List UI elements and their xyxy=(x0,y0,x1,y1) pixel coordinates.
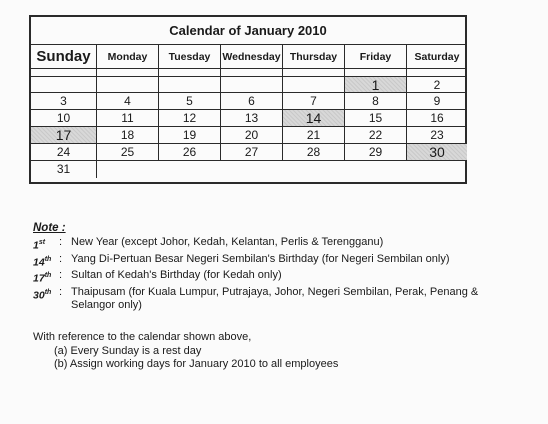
spacer-cell xyxy=(345,69,407,77)
calendar-day-cell: 6 xyxy=(221,93,283,110)
calendar-day-cell: 31 xyxy=(31,161,97,178)
instructions-intro: With reference to the calendar shown above, xyxy=(33,331,252,343)
note-day-suffix: th xyxy=(44,255,52,263)
calendar-empty-cell xyxy=(221,77,283,93)
calendar-day-cell: 9 xyxy=(407,93,467,110)
note-day-number: 17 xyxy=(33,272,45,285)
calendar-empty-cell xyxy=(283,77,345,93)
calendar-table xyxy=(29,15,467,184)
weekday-header: Saturday xyxy=(407,45,467,69)
calendar-empty-cell xyxy=(97,77,159,93)
weekday-header: Friday xyxy=(345,45,407,69)
calendar-day-cell: 28 xyxy=(283,144,345,161)
calendar-day-cell: 4 xyxy=(97,93,159,110)
note-day-number: 1 xyxy=(33,239,39,252)
note-heading: Note : xyxy=(33,222,66,234)
calendar-day-cell: 7 xyxy=(283,93,345,110)
calendar-day-cell: 23 xyxy=(407,127,467,144)
note-text: Thaipusam (for Kuala Lumpur, Putrajaya, Johor, Negeri Sembilan, Perak, Penang & Selangor only) xyxy=(71,285,479,311)
note-item xyxy=(33,253,503,270)
note-day xyxy=(33,269,59,286)
calendar-empty-cell xyxy=(159,161,221,178)
note-text: Sultan of Kedah's Birthday (for Kedah only) xyxy=(71,269,282,281)
note-item xyxy=(33,236,503,253)
note-colon: : xyxy=(59,285,63,298)
calendar-day-cell: 24 xyxy=(31,144,97,161)
calendar-day-cell: 22 xyxy=(345,127,407,144)
note-colon: : xyxy=(59,252,63,265)
calendar-empty-cell xyxy=(283,161,345,178)
note-day-suffix: th xyxy=(44,288,52,296)
calendar-day-cell: 26 xyxy=(159,144,221,161)
spacer-cell xyxy=(159,69,221,77)
calendar-title: Calendar of January 2010 xyxy=(31,17,465,45)
calendar-day-cell: 10 xyxy=(31,110,97,127)
instruction-item: (b) Assign working days for January 2010 to all employees xyxy=(54,358,339,370)
calendar-day-cell: 25 xyxy=(97,144,159,161)
spacer-cell xyxy=(407,69,467,77)
calendar-day-cell: 15 xyxy=(345,110,407,127)
note-text: New Year (except Johor, Kedah, Kelantan, Perlis & Terengganu) xyxy=(71,236,384,248)
note-day-number: 14 xyxy=(33,256,45,268)
calendar-day-cell: 11 xyxy=(97,110,159,127)
calendar-day-cell: 12 xyxy=(159,110,221,127)
weekday-header: Tuesday xyxy=(159,45,221,69)
note-section xyxy=(33,222,503,312)
calendar-day-cell: 5 xyxy=(159,93,221,110)
note-colon: : xyxy=(59,269,63,281)
note-list xyxy=(33,236,503,312)
calendar-day-cell: 30 xyxy=(407,144,467,161)
note-item xyxy=(33,269,503,286)
calendar-day-cell: 19 xyxy=(159,127,221,144)
calendar-day-cell: 21 xyxy=(283,127,345,144)
weekday-header: Wednesday xyxy=(221,45,283,69)
weekday-header: Monday xyxy=(97,45,159,69)
instructions-section xyxy=(33,331,503,372)
spacer-cell xyxy=(31,69,97,77)
weekday-header: Thursday xyxy=(283,45,345,69)
note-day xyxy=(33,236,59,253)
note-day-suffix: th xyxy=(44,272,52,279)
note-day-number: 30 xyxy=(33,289,45,301)
calendar-day-cell: 16 xyxy=(407,110,467,127)
spacer-cell xyxy=(221,69,283,77)
calendar-empty-cell xyxy=(31,77,97,93)
weekday-header: Sunday xyxy=(31,45,97,69)
calendar-day-cell: 2 xyxy=(407,77,467,93)
note-item xyxy=(33,286,503,312)
calendar-day-cell: 8 xyxy=(345,93,407,110)
calendar-empty-cell xyxy=(407,161,467,178)
calendar-grid xyxy=(31,45,465,178)
calendar-day-cell: 17 xyxy=(31,127,97,144)
calendar-day-cell: 29 xyxy=(345,144,407,161)
calendar-empty-cell xyxy=(97,161,159,178)
instruction-item: (a) Every Sunday is a rest day xyxy=(54,344,202,357)
calendar-day-cell: 1 xyxy=(345,77,407,93)
calendar-day-cell: 20 xyxy=(221,127,283,144)
spacer-cell xyxy=(97,69,159,77)
spacer-cell xyxy=(283,69,345,77)
calendar-empty-cell xyxy=(159,77,221,93)
note-text: Yang Di-Pertuan Besar Negeri Sembilan's Birthday (for Negeri Sembilan only) xyxy=(71,252,450,265)
calendar-day-cell: 14 xyxy=(283,110,345,127)
calendar-day-cell: 3 xyxy=(31,93,97,110)
note-colon: : xyxy=(59,236,63,248)
calendar-day-cell: 27 xyxy=(221,144,283,161)
note-day-suffix: st xyxy=(38,239,46,246)
instructions-list xyxy=(33,345,503,372)
note-day xyxy=(33,286,59,303)
calendar-day-cell: 13 xyxy=(221,110,283,127)
calendar-empty-cell xyxy=(221,161,283,178)
calendar-day-cell: 18 xyxy=(97,127,159,144)
calendar-empty-cell xyxy=(345,161,407,178)
note-day xyxy=(33,253,59,270)
